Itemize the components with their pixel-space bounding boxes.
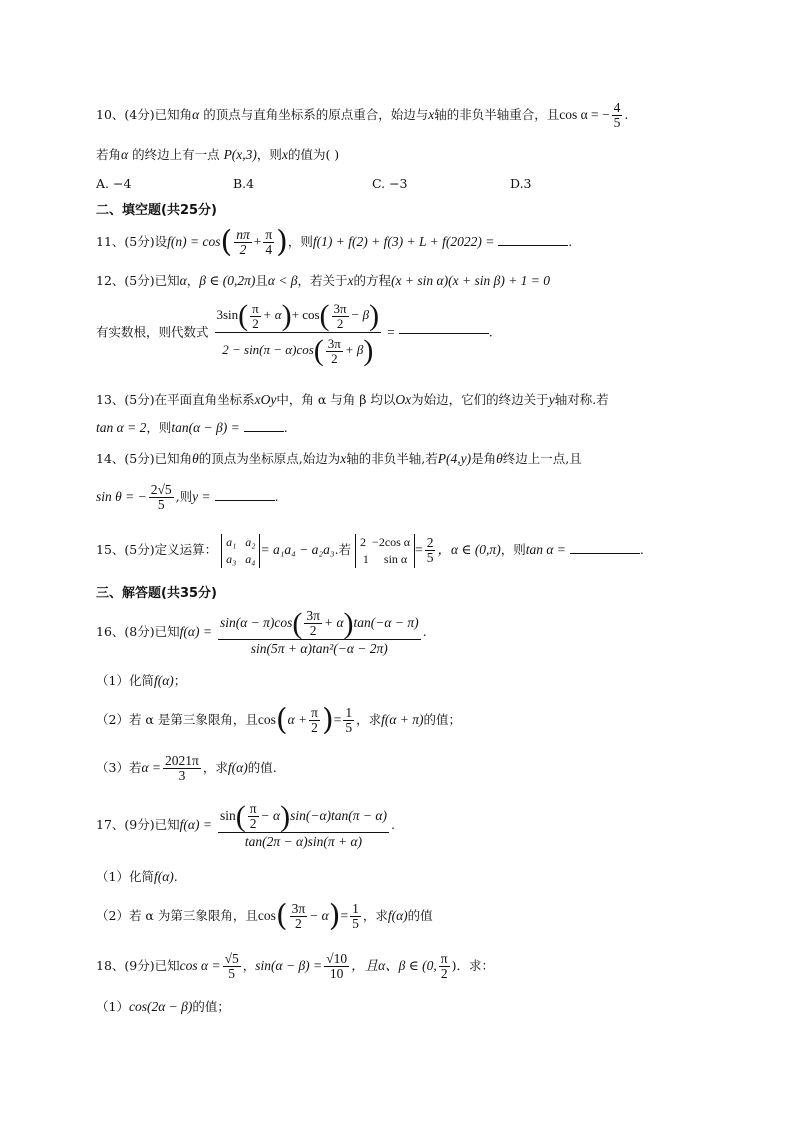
q13-y: y [548, 392, 555, 407]
q12-numerator [215, 298, 382, 333]
q16-num-a: sin(α − π)cos [219, 615, 293, 630]
q17-p2-rparen: ) [328, 898, 341, 934]
q16-num-frac [304, 609, 322, 638]
q16-p2cos: cos [257, 712, 276, 727]
q18-f2n: √10 [326, 951, 348, 966]
q12-cond: 且 [255, 273, 268, 288]
q14-line2b: ,则 [175, 489, 193, 504]
q17-f: f(α) = [179, 817, 212, 832]
q17-p2a: （2）若 α 为第三象限角，且 [96, 908, 258, 923]
section-3-title: 三、解答题(共35分) [96, 586, 217, 601]
q10-line2-a: 若角 [96, 147, 122, 162]
q14-theta-2: θ [496, 451, 503, 466]
q16-lparen: ( [292, 606, 303, 640]
q12-x: x [347, 273, 354, 288]
q14-line2a: sin θ = − [96, 489, 147, 504]
q16-p2rn: 1 [345, 705, 353, 720]
choice-c[interactable]: C. −3 [372, 176, 408, 191]
q15-fraction [425, 536, 436, 565]
q17-fraction [218, 800, 389, 851]
q17-p1: （1）化简 [96, 869, 154, 884]
q10-point: P(x,3) [223, 147, 257, 162]
q17-p1e: . [173, 869, 178, 884]
question-10-choices [96, 175, 696, 193]
q16-p2-result [343, 706, 354, 735]
question-14-line-2 [96, 480, 279, 514]
q18-sep: ， [242, 958, 256, 973]
question-11 [96, 224, 573, 260]
q12-prefix: 12、(5分)已知 [96, 273, 180, 288]
q15-det1-a1: a₁ [226, 534, 237, 549]
q16-numerator [218, 607, 421, 640]
q17-denominator: tan(2π − α)sin(π + α) [244, 834, 363, 849]
q16-rparen: ) [343, 606, 354, 640]
q10-alpha: α [192, 107, 200, 122]
question-18 [96, 948, 494, 984]
q12-b: β ∈ (0,2π) [199, 273, 256, 288]
q10-line2-c: ，则 [256, 147, 282, 162]
question-16 [96, 607, 427, 658]
q17-num-c: sin(−α)tan(π − α) [290, 808, 388, 823]
question-14-line-1 [96, 450, 582, 468]
q16-p2c: 的值； [423, 712, 462, 727]
q15-end: . [639, 542, 644, 557]
q18-f2d: 10 [329, 966, 344, 981]
q17-p2eq: = [340, 908, 349, 923]
q12-end: . [488, 324, 493, 340]
q15-answer-blank[interactable] [570, 552, 640, 554]
question-16-part-1 [96, 672, 186, 690]
q13-line2a: tan α = 2 [96, 420, 147, 435]
question-17 [96, 800, 395, 851]
q15-det2-22: sin α [383, 551, 408, 566]
q12-num-b: + α [262, 307, 282, 322]
q13-line2c: tan(α − β) = [171, 420, 240, 435]
q10-cos-expr: cos α = − [559, 107, 610, 122]
q13-line1: 13、(5分)在平面直角坐标系 [96, 392, 255, 407]
q17-p1f: f(α) [153, 869, 174, 884]
q13-line1d: 轴对称.若 [554, 392, 609, 407]
q12-eq: (x + sin α)(x + sin β) + 1 = 0 [391, 273, 551, 288]
q15-det2-12: −2cos α [372, 534, 411, 549]
q12-num-lparen-1: ( [238, 299, 249, 333]
q16-p2in: α + [287, 712, 308, 727]
q14-f-den: 5 [157, 497, 165, 512]
q18-f3n: π [440, 951, 448, 966]
q10-x-2: x [281, 147, 288, 162]
question-15 [96, 530, 644, 570]
q16-p1f: f(α) [153, 673, 174, 688]
q16-p2fd: 2 [311, 720, 318, 735]
q16-p3c: 的值. [247, 760, 277, 775]
q16-fraction [218, 607, 421, 658]
q11-frac-1 [234, 228, 252, 257]
q12-num-f2n: 3π [333, 300, 347, 316]
q16-num-fd: 2 [309, 623, 317, 639]
q12-denominator [220, 333, 375, 367]
q16-p1e: ； [173, 673, 187, 688]
question-13-line-1 [96, 391, 609, 409]
q16-num-c: tan(−α − π) [353, 615, 419, 630]
q15-determinant-2 [355, 534, 415, 568]
q17-p2rd: 5 [352, 916, 359, 931]
q16-end: . [422, 624, 427, 639]
question-17-part-2 [96, 898, 433, 934]
q12-line2: 有实数根，则代数式 [96, 324, 209, 340]
q11-answer-blank[interactable] [498, 244, 568, 246]
q14-line1c: 轴的非负半轴,若 [346, 451, 438, 466]
q17-num-fd: 2 [249, 816, 257, 832]
q12-text2: 的方程 [353, 273, 392, 288]
q11-plus: + [253, 234, 262, 249]
q17-p2rn: 1 [352, 901, 359, 916]
q17-p2f: f(α) [387, 908, 408, 923]
q11-fn: f(n) = cos [167, 234, 221, 249]
question-10-line-1 [96, 101, 628, 130]
q15-def: = a₁a₄ − a₂a₃ [260, 542, 335, 557]
q16-p2rd: 5 [345, 720, 353, 735]
question-13-line-2 [96, 419, 288, 437]
q15-det1-a3: a₃ [226, 551, 237, 566]
question-12-line-2 [96, 298, 493, 367]
q18-f1d: 5 [228, 966, 236, 981]
question-16-part-2 [96, 702, 461, 738]
q15-determinant-1 [221, 534, 260, 568]
q18-cos: cos α = [179, 958, 221, 973]
choice-b[interactable]: B.4 [233, 176, 255, 191]
q16-p3b: ，求 [202, 760, 228, 775]
q18-cond-end: )．求： [451, 958, 494, 973]
q13-line2b: ，则 [146, 420, 172, 435]
q17-p2c: 的值 [407, 908, 433, 923]
question-17-part-1 [96, 868, 178, 886]
q13-answer-blank[interactable] [244, 430, 284, 432]
q12-num-c: + cos [291, 307, 320, 322]
q17-p2fn: 3π [291, 901, 306, 916]
q12-den-rparen: ) [363, 334, 374, 368]
q17-p2-frac [290, 902, 308, 931]
q12-num-f1n: π [252, 300, 259, 316]
q13-xoy: xOy [254, 392, 277, 407]
q12-num-frac-1 [250, 302, 261, 331]
q12-num-lparen-2: ( [319, 299, 330, 333]
q10-text2: 轴的非负半轴重合，且 [434, 107, 560, 122]
q12-eq-sign: = [387, 324, 395, 340]
q18-frac-1 [223, 952, 241, 981]
q16-p3d: 3 [178, 768, 186, 783]
q15-if: .若 [334, 542, 352, 557]
q12-num-d: − β [350, 307, 370, 322]
q12-den-lparen: ( [313, 334, 324, 368]
q17-end: . [391, 817, 395, 832]
q17-p2-lparen: ( [275, 898, 288, 934]
q16-p2b: ，求 [356, 712, 382, 727]
q12-ab: α < β [267, 273, 298, 288]
q15-then: ，则 [500, 542, 526, 557]
q16-denominator: sin(5π + α)tan²(−α − 2π) [250, 641, 388, 656]
q17-num-b: − α [260, 808, 281, 823]
choice-d[interactable]: D.3 [510, 176, 532, 191]
q11-end: . [568, 234, 573, 249]
q11-prefix: 11、(5分)设 [96, 234, 168, 249]
q13-end: . [283, 420, 288, 435]
q12-den-f1d: 2 [331, 350, 338, 366]
q11-lparen: ( [220, 224, 233, 260]
q14-x: x [340, 451, 347, 466]
q16-f: f(α) = [179, 624, 212, 639]
q10-alpha-2: α [121, 147, 129, 162]
q16-p3f: f(α) [227, 760, 248, 775]
q11-rparen: ) [276, 224, 288, 260]
q16-p2a: （2）若 α 是第三象限角，且 [96, 712, 258, 727]
q12-num-rparen-1: ) [281, 299, 292, 333]
q18-frac-2 [324, 952, 349, 981]
q14-theta: θ [192, 451, 199, 466]
q12-big-fraction [215, 298, 382, 367]
q10-line2-b: 的终边上有一点 [128, 147, 224, 162]
q15-f-num: 2 [426, 535, 434, 550]
q10-x: x [428, 107, 435, 122]
q14-f-num: 2√5 [150, 482, 172, 497]
q12-num-rparen-2: ) [369, 299, 380, 333]
q18-sin: sin(α − β) = [255, 958, 323, 973]
q16-p2-rparen: ) [321, 702, 334, 738]
q12-answer-blank[interactable] [399, 332, 489, 334]
q17-prefix: 17、(9分)已知 [96, 817, 180, 832]
choice-a[interactable]: A. −4 [96, 176, 132, 191]
q12-num-f2d: 2 [336, 315, 344, 331]
q12-num-frac-2 [332, 302, 349, 331]
q18-p1f: 的值； [192, 999, 230, 1014]
q14-line1: 14、(5分)已知角 [96, 451, 193, 466]
q16-p1: （1）化简 [96, 673, 154, 688]
q11-f1-den: 2 [239, 242, 247, 257]
q16-p3n: 2021π [165, 753, 199, 768]
q12-den-frac [326, 337, 343, 366]
q16-p2f: f(α + π) [381, 712, 424, 727]
q17-p2-result [350, 902, 361, 931]
q11-frac-2 [263, 228, 274, 257]
q18-prefix: 18、(9分)已知 [96, 958, 180, 973]
q17-num-fn: π [249, 801, 257, 817]
q17-p2b: ，求 [362, 908, 388, 923]
q16-p3-frac [163, 754, 201, 783]
q18-p1: （1） [96, 999, 129, 1014]
q12-den-a: 2 − sin(π − α)cos [222, 342, 314, 357]
q17-p2cos: cos [257, 908, 276, 923]
q12-text: ，若关于 [297, 273, 348, 288]
q18-frac-3 [439, 952, 450, 981]
q18-p1e: cos(2α − β) [128, 999, 193, 1014]
q15-eq: = [415, 542, 423, 557]
q14-line1e: 终边上一点,且 [502, 451, 582, 466]
q15-det1-a2: a₂ [245, 534, 256, 549]
q15-cond: ，α ∈ (0,π) [437, 542, 501, 557]
q12-a: α [179, 273, 187, 288]
q15-prefix: 15、(5分)定义运算： [96, 542, 218, 557]
question-12-line-1 [96, 272, 550, 290]
q15-tan: tan α = [525, 542, 566, 557]
section-2-title: 二、填空题(共25分) [96, 203, 217, 218]
q10-prefix: 10、(4分)已知角 [96, 107, 193, 122]
q11-sum: f(1) + f(2) + f(3) + L + f(2022) = [312, 234, 495, 249]
q16-prefix: 16、(8分)已知 [96, 624, 180, 639]
q17-num-frac [248, 802, 259, 831]
q17-num-a: sin [219, 808, 236, 823]
q14-line1d: 是角 [471, 451, 497, 466]
question-16-part-3 [96, 750, 277, 786]
q10-end: . [624, 107, 629, 122]
q10-line2-d: 的值为( ) [287, 147, 340, 162]
q18-f1n: √5 [224, 951, 239, 966]
question-18-part-1 [96, 998, 230, 1016]
q12-num-f1d: 2 [252, 315, 259, 331]
q17-p2in: − α [309, 908, 329, 923]
q17-p2fd: 2 [294, 916, 302, 931]
q15-f-den: 5 [426, 550, 434, 565]
q17-rparen: ) [280, 799, 291, 833]
q12-den-f1n: 3π [327, 335, 341, 351]
q15-det2-21: 1 [362, 551, 369, 566]
q10-frac-den: 5 [613, 115, 621, 130]
question-10-line-2 [96, 146, 339, 164]
q12-num-a: 3sin [216, 307, 239, 322]
q11-f2-num: π [265, 227, 273, 242]
q17-lparen: ( [235, 799, 246, 833]
q16-num-b: + α [323, 615, 344, 630]
q13-line1b: 中，角 α 与角 β 均以 [276, 392, 396, 407]
q10-frac-num: 4 [613, 100, 621, 115]
q14-line2c: y = [192, 489, 211, 504]
q14-point: P(4,y) [437, 451, 472, 466]
q16-p2fn: π [311, 705, 318, 720]
q13-line1c: 为始边，它们的终边关于 [411, 392, 549, 407]
q12-den-b: + β [344, 342, 364, 357]
q14-end: . [274, 489, 279, 504]
q14-line1b: 的顶点为坐标原点,始边为 [198, 451, 341, 466]
q18-f3d: 2 [440, 966, 448, 981]
q14-fraction [149, 483, 174, 512]
q16-p2-lparen: ( [275, 702, 288, 738]
q14-answer-blank[interactable] [215, 499, 275, 501]
q16-p3a: （3）若 [96, 760, 142, 775]
q10-text1: 的顶点与直角坐标系的原点重合，始边与 [199, 107, 429, 122]
q15-det2-11: 2 [360, 534, 367, 549]
q10-fraction [612, 101, 623, 130]
q12-comma: ， [186, 273, 200, 288]
q17-numerator [218, 800, 389, 833]
q18-cond: ，且α、β ∈ (0, [351, 958, 437, 973]
q11-f1-num: nπ [236, 227, 250, 242]
q16-p3eq: α = [141, 760, 162, 775]
q11-mid: ，则 [287, 234, 313, 249]
q16-p2eq: = [333, 712, 342, 727]
q11-f2-den: 4 [265, 242, 273, 257]
q16-p2-frac [309, 706, 320, 735]
q16-num-fn: 3π [306, 608, 320, 624]
q15-det1-a4: a₄ [245, 551, 256, 566]
q13-ox: Ox [395, 392, 412, 407]
